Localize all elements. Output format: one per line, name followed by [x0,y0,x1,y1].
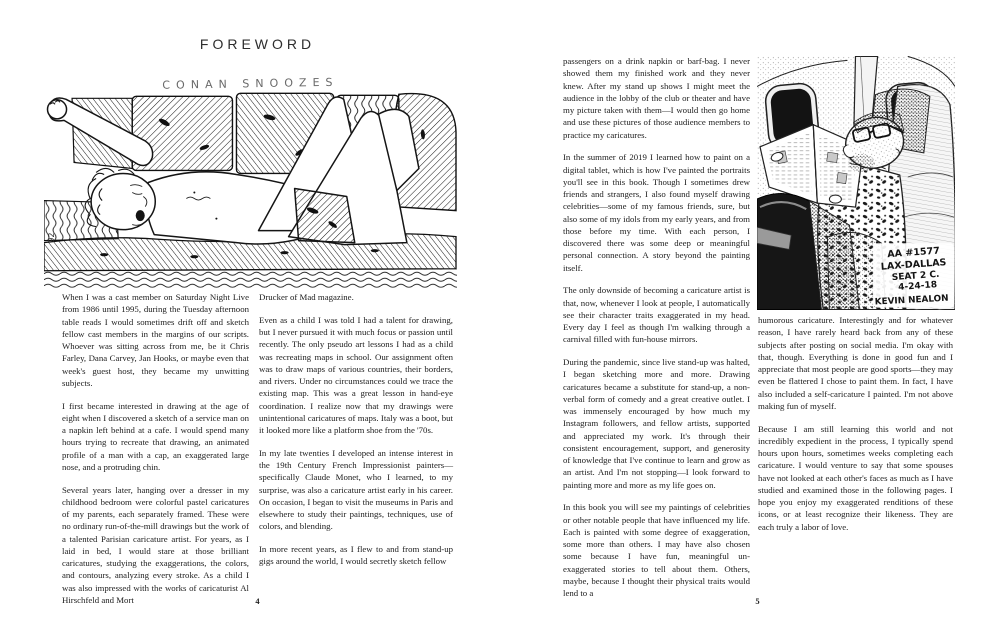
paragraph: In the summer of 2019 I learned how to paint on a digital tablet, which is how I've painted the portraits you'll see in this book. Though I sometimes drew friends and strangers, I also found myself drawing celebrities—some of my famous friends, sure, but also some of my idols from my early years, and from those before my time. With each person, I discovered there was some deep or meaningful personal connection. A story beyond the painting itself. [563,152,750,273]
page-number-right: 5 [755,596,760,606]
paragraph: In my late twenties I developed an intense interest in the 19th Century French Impressionist painters—specifically Claude Monet, who I learned, to my surprise, was also a caricature artist early in his career. On occasion, I began to visit the museums in Paris and elsewhere to study their paintings, techniques, use of colors, and blending. [259,447,453,532]
beard-stipple [848,154,874,172]
flight-caption [874,243,954,307]
airplane-illustration [757,56,955,310]
caption-seat: SEAT 2 C. [891,269,940,284]
paragraph: In this book you will see my paintings of celebrities or other notable people that have influenced my life. Each is painted with some degree of exaggeration, some more than others. I may have also chosen some because I have fun, meaningful un-exaggerated stories to tell about them. Others, maybe, because I thought their physical traits would lend to a [563,502,750,598]
couch-illustration-svg [44,72,457,288]
caption-date: 4-24-18 [897,280,938,293]
paragraph: In more recent years, as I flew to and from stand-up gigs around the world, I would secretly sketch fellow [259,544,453,567]
caption-route: LAX-DALLAS [880,257,947,273]
foreword-title: FOREWORD [199,36,316,52]
paragraph: Drucker of Mad magazine. [259,292,354,302]
illustration-signature: 92 [47,232,57,243]
right-page-column-2 [758,314,953,543]
floor-texture [44,270,457,288]
sleeping-figure [48,97,419,245]
left-page-column-1 [62,291,249,617]
couch-illustration-caption: CONAN SNOOZES [162,75,339,92]
airplane-illustration-svg [757,56,955,310]
paragraph: Because I am still learning this world and not incredibly expedient in the process, I typically spend hours upon hours, sometimes weeks completing each caricature. I would venture to say that some spouses have not looked at each other's faces as much as I have studied and examined those in the following pages. I hope you enjoy my exaggerated renditions of these icons, or at least recognize their likeness. They are each truly a labor of love. [758,423,953,532]
page-number-left: 4 [255,596,260,606]
couch-illustration [44,72,457,288]
caption-flight-number: AA #1577 [887,245,941,261]
caption-artist-signature: KEVIN NEALON [874,293,949,308]
paragraph: I first became interested in drawing at the age of eight when I discovered a sketch of a service man on a napkin left behind at a cafe. I would spend many hours trying to recreate that drawing, an animated profile of a man with a cap, an exaggerated large nose, and a protruding chin. [62,400,249,472]
paragraph: humorous caricature. Interestingly and for whatever reason, I have rarely heard back from any of these subjects after posting on social media. I'm okay with that, though. Everything is done in good fun and I appreciate that most people are good sports—they may even be flattered I chose to paint them. In fact, I have also included a self-caricature I painted. I'm not above making fun of myself. [758,315,953,411]
paragraph: When I was a cast member on Saturday Night Live from 1986 until 1995, during the Tuesday afternoon table reads I would sometimes drift off and sketch fellow cast members in the margins of our scripts. Whoever was sitting across from me, be it Chris Farley, Dana Carvey, Jan Hooks, or maybe even that week's guest host, they became my unwitting subjects. [62,292,249,388]
right-hand [829,195,841,203]
paragraph: During the pandemic, since live stand-up was halted, I began sketching more and more. Drawing caricatures became a substitute for stand-up, a non-verbal form of comedy and a great creative outlet. I was immensely encouraged by how much my Instagram followers, and fellow artists, supported and appreciated my work. It's through their consistent encouragement, support, and generosity of knowledge that I've continue to learn and grow as an artist. And I'm not stopping—I look forward to painting more and more as my life goes on. [563,357,750,490]
left-page-column-2 [259,291,453,578]
paragraph: Even as a child I was told I had a talent for drawing, but I never pursued it with much focus or passion until recently. The only pseudo art lessons I had as a child was recreating maps in school. Our assignment often was to draw maps of various countries, their borders, and rivers. Under no circumstances could we trace the existing map. This was a great lesson in hand-eye coordination. I realize now that my drawings were unintentional caricatures of maps. Italy was a boot, but it looked more like a platform shoe from the '70s. [259,314,453,435]
paragraph: passengers on a drink napkin or barf-bag. I never showed them my finished work and they never knew. After my stand up shows I might meet the audience in the lobby of the club or theater and have my picture taken with them—I would then go home and use these pictures of those audience members to practice my caricatures. [563,56,750,140]
paragraph: The only downside of becoming a caricature artist is that, now, whenever I look at people, I automatically see their character traits exaggerated in my head. Every day I feel as though I'm walking through a carnival filled with fun-house mirrors. [563,285,750,345]
right-page-column-1 [563,55,750,610]
paragraph: Several years later, hanging over a dresser in my childhood bedroom were colorful pastel caricatures of my parents, each separately framed. These were no ordinary run-of-the-mill drawings but the work of a talented Parisian caricature artist. For years, as I laid in bed, I would stare at those brilliant caricatures, studying the exaggerations, the colors, and contours, analyzing every stroke. As a child I was also impressed with the works of caricaturist Al Hirschfeld and Mort [62,484,249,605]
